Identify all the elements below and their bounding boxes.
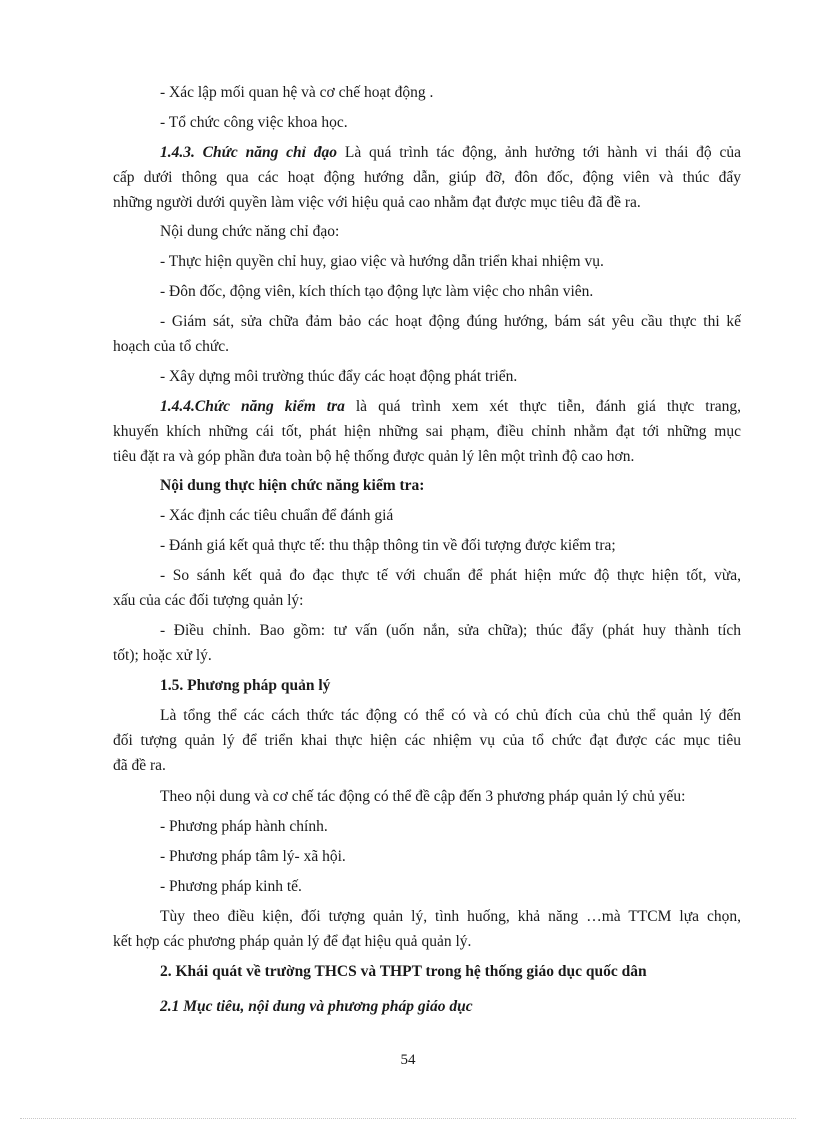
section-144-bullet3-line2: xấu của các đối tượng quản lý:	[113, 592, 304, 609]
section-143-bullet1: - Thực hiện quyền chỉ huy, giao việc và hướng dẫn triển khai nhiệm vụ.	[160, 253, 604, 270]
section-144-bullet2: - Đánh giá kết quả thực tế: thu thập thông tin về đối tượng được kiểm tra;	[160, 537, 616, 554]
bullet-establish-relations: - Xác lập mối quan hệ và cơ chế hoạt động .	[160, 84, 434, 101]
section-143-bullet2: - Đôn đốc, động viên, kích thích tạo động lực làm việc cho nhân viên.	[160, 283, 594, 300]
section-15-para-line2: đối tượng quản lý để triển khai thực hiện các nhiệm vụ của tổ chức đạt được các mục tiêu	[113, 732, 741, 749]
section-144-bullet1: - Xác định các tiêu chuẩn để đánh giá	[160, 507, 394, 524]
section-15-closing-line1: Tùy theo điều kiện, đối tượng quản lý, tình huống, khả năng …mà TTCM lựa chọn,	[160, 908, 741, 925]
section-143-line3: những người dưới quyền làm việc với hiệu quả cao nhằm đạt được mục tiêu đã đề ra.	[113, 194, 641, 211]
section-144-first-line	[160, 397, 741, 417]
section-15-para-line3: đã đề ra.	[113, 757, 166, 774]
section-144-content-label: Nội dung thực hiện chức năng kiểm tra:	[160, 477, 425, 494]
section-2-heading: 2. Khái quát về trường THCS và THPT trong hệ thống giáo dục quốc dân	[160, 963, 647, 980]
section-144-line1-text: là quá trình xem xét thực tiễn, đánh giá thực trang,	[344, 398, 741, 415]
section-21-heading: 2.1 Mục tiêu, nội dung và phương pháp giáo dục	[160, 998, 473, 1015]
section-144-line2: khuyến khích những cái tốt, phát hiện những sai phạm, điều chỉnh nhằm đạt tới những mục	[113, 423, 741, 440]
section-143-first-line	[160, 143, 741, 163]
section-143-line2: cấp dưới thông qua các hoạt động hướng dẫn, giúp đỡ, đôn đốc, động viên và thúc đẩy	[113, 169, 741, 186]
method-administrative: - Phương pháp hành chính.	[160, 818, 328, 835]
section-144-bullet4-line2: tốt); hoặc xử lý.	[113, 647, 212, 664]
section-143-content-label: Nội dung chức năng chỉ đạo:	[160, 223, 340, 240]
method-psychological-social: - Phương pháp tâm lý- xã hội.	[160, 848, 346, 865]
section-144-line3: tiêu đặt ra và góp phần đưa toàn bộ hệ thống được quản lý lên một trình độ cao hơn.	[113, 448, 635, 465]
page-bottom-divider	[20, 1118, 796, 1119]
section-143-bullet3-line2: hoạch của tổ chức.	[113, 338, 229, 355]
method-economic: - Phương pháp kinh tế.	[160, 878, 302, 895]
section-143-bullet4: - Xây dựng môi trường thúc đẩy các hoạt động phát triển.	[160, 368, 518, 385]
section-143-heading: 1.4.3. Chức năng chỉ đạo	[160, 144, 338, 161]
page-number: 54	[400, 1052, 416, 1068]
section-15-heading: 1.5. Phương pháp quản lý	[160, 677, 331, 694]
section-15-para-line1: Là tổng thể các cách thức tác động có thể có và có chủ đích của chủ thể quản lý đến	[160, 707, 741, 724]
bullet-organize-work: - Tổ chức công việc khoa học.	[160, 114, 348, 131]
section-143-line1-text: Là quá trình tác động, ảnh hưởng tới hành vi thái độ của	[337, 144, 741, 161]
section-144-bullet4-line1: - Điều chỉnh. Bao gồm: tư vấn (uốn nắn, sửa chữa); thúc đẩy (phát huy thành tích	[160, 622, 741, 639]
section-15-closing-line2: kết hợp các phương pháp quản lý để đạt hiệu quả quản lý.	[113, 933, 472, 950]
section-144-bullet3-line1: - So sánh kết quả đo đạc thực tế với chuẩn để phát hiện mức độ thực hiện tốt, vừa,	[160, 567, 741, 584]
section-15-intro: Theo nội dung và cơ chế tác động có thể đề cập đến 3 phương pháp quản lý chủ yếu:	[160, 788, 686, 805]
section-143-bullet3-line1: - Giám sát, sửa chữa đảm bảo các hoạt động đúng hướng, bám sát yêu cầu thực thi kế	[160, 313, 741, 330]
section-144-heading: 1.4.4.Chức năng kiểm tra	[160, 398, 345, 415]
